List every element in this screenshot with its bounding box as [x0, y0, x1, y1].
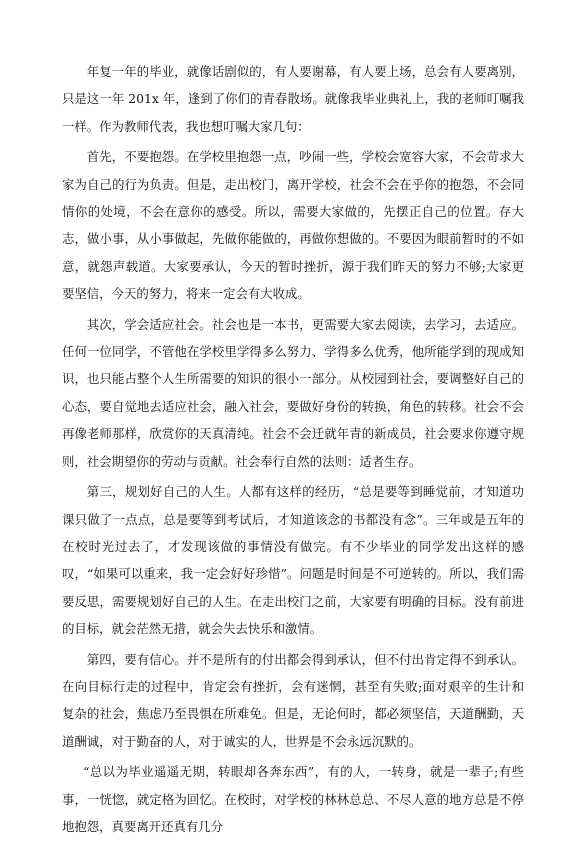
paragraph-third-point: 第三，规划好自己的人生。人都有这样的经历，“总是要等到睡觉前，才知道功课只做了一点点，总是要等到考试后，才知道该念的书都没有念”。三年或是五年的在校时光过去了，才发现该做的事情没有做完。有不少毕业的同学发出这样的感叹，“如果可以重来，我一定会好好珍惜”。问题是时间是不可逆转的。所以，我们需要反思，需要规划好自己的人生。在走出校门之前，大家要有明确的目标。没有前进的目标，就会茫然无措，就会失去快乐和激情。 [62, 484, 524, 637]
paragraph-second-point: 其次，学会适应社会。社会也是一本书，更需要大家去阅读，去学习，去适应。任何一位同学，不管他在学校里学得多么努力、学得多么优秀，他所能学到的现成知识，也只能占整个人生所需要的知识的很小一部分。从校园到社会，要调整好自己的心态，要自觉地去适应社会，融入社会，要做好身份的转换，角色的转移。社会不会再像老师那样，欣赏你的天真清纯。社会不会迁就年青的新成员，社会要求你遵守规则，社会期望你的劳动与贡献。社会奉行自然的法则：适者生存。 [62, 316, 524, 469]
paragraph-fourth-point: 第四，要有信心。并不是所有的付出都会得到承认，但不付出肯定得不到承认。在向目标行走的过程中，肯定会有挫折，会有迷惘，甚至有失败;面对艰辛的生计和复杂的社会，焦虑乃至畏惧在所难免。但是，无论何时，都必须坚信，天道酬勤，天道酬诚，对于勤奋的人，对于诚实的人，世界是不会永远沉默的。 [62, 651, 524, 749]
paragraph-closing: “总以为毕业遥遥无期，转眼却各奔东西”，有的人，一转身，就是一辈子;有些事，一恍惚，就定格为回忆。在校时，对学校的林林总总、不尽人意的地方总是不停地抱怨，真要离开还真有几分 [62, 764, 524, 834]
paragraph-first-point: 首先，不要抱怨。在学校里抱怨一点，吵闹一些，学校会宽容大家，不会苛求大家为自己的行为负责。但是，走出校门，离开学校，社会不会在乎你的抱怨，不会同情你的处境，不会在意你的感受。所以，需要大家做的，先摆正自己的位置。存大志，做小事，从小事做起，先做你能做的，再做你想做的。不要因为眼前暂时的不如意，就怨声载道。大家要承认，今天的暂时挫折，源于我们昨天的努力不够;大家更要坚信，今天的努力，将来一定会有大收成。 [62, 149, 524, 302]
paragraph-intro: 年复一年的毕业，就像话剧似的，有人要谢幕，有人要上场，总会有人要离别，只是这一年 201x 年，逢到了你们的青春散场。就像我毕业典礼上，我的老师叮嘱我一样。作为教师代表，我也想叮嘱大家几句： [62, 64, 524, 134]
document-body [62, 58, 524, 843]
